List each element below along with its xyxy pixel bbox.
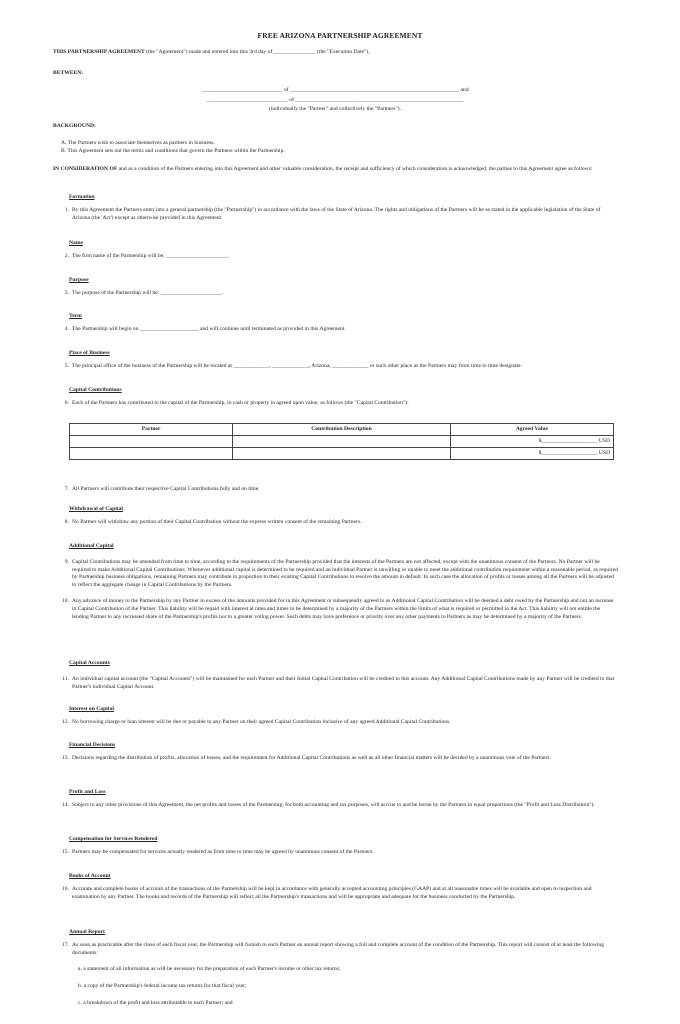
clause-number: 3. [64, 289, 69, 296]
clause-text: Accurate and complete books of account of the transactions of the Partnership will be kept in accordance with generally accepted accounting principles (GAAP) and at all reasonable times will be available and open to inspection and examination by any Partner. The books and records of the Partnership will reflect all the Partnership's transactions and will be appropriate and adequate for the business conducted by the Partnership. [72, 885, 592, 900]
clause [53, 207, 618, 223]
clause-text: Each of the Partners has contributed to the capital of the Partnership, in cash or property in agreed upon value, as follows (the "Capital Contribution"): [72, 399, 409, 406]
section-profit-and-loss [53, 789, 618, 810]
clause-text: No borrowing charge or loan interest will be due or payable to any Partner on their agreed Capital Contribution inclusive of any agreed Additional Capital Contributions. [72, 718, 451, 725]
clause-text: By this Agreement the Partners enter into a general partnership (the "Partnership") in accordance with the laws of the State of Arizona. The rights and obligations of the Partners will be as stated in the applicable legislation of the State of Arizona (the 'Act') except as otherwise provided in this Agreement. [72, 206, 601, 221]
section-heading: Place of Business [69, 350, 110, 356]
section-name [53, 240, 618, 261]
capital-contribution-table [69, 423, 614, 460]
section-capital-accounts [53, 660, 618, 691]
consideration-bold: IN CONSIDERATION OF [53, 166, 118, 172]
clause [53, 326, 618, 334]
background-list [61, 140, 621, 156]
clause [53, 755, 618, 763]
clause [53, 802, 618, 810]
clause-number: 13. [62, 754, 69, 761]
clause [53, 942, 618, 958]
clause-text: The firm name of the Partnership will be: ______________________. [72, 252, 230, 259]
consideration-paragraph [53, 166, 618, 174]
table-row [70, 436, 614, 448]
intro-bold: THIS PARTNERSHIP AGREEMENT [53, 49, 145, 55]
clause-text: Decisions regarding the distribution of profits, allocation of losses, and the requirement for Additional Capital Contributions as well as all other financial matters will be decided by a unanimous vote of the Partners. [72, 754, 551, 761]
background-heading: BACKGROUND: [53, 123, 96, 129]
section-purpose [53, 277, 618, 298]
section-heading: Financial Decisions [69, 742, 116, 748]
section-heading: Additional Capital [69, 543, 114, 549]
clause-text: Any advance of money to the Partnership by any Partner in excess of the amounts provided for in this Agreement or subsequently agreed to as Additional Capital Contribution will be deemed a debt owed by the Partnership and not an increase in Capital Contribution of the Partner. This liability will be repaid with interest at rates and times to be determined by a majority of the Partners within the limits of what is required or permitted in the Act. This liability will not entitle the lending Partner to any increased share of the Partnership's profits nor to a greater voting power. Such debts may have preference or priority over any other payments to Partners as may be determined by a majority of the Partners. [72, 598, 614, 620]
clause-number: 16. [62, 885, 69, 892]
section-additional-capital [53, 543, 618, 622]
background-item: A. The Partners wish to associate themselves as partners in business. [61, 140, 215, 146]
sub-item: c. a breakdown of the profit and loss attributable to each Partner; and [78, 1000, 233, 1007]
clause-number: 4. [64, 325, 69, 332]
section-heading: Purpose [69, 277, 89, 283]
section-formation [53, 194, 618, 222]
clause [53, 598, 618, 621]
clause [53, 486, 618, 494]
column-header: Partner [70, 424, 233, 436]
clause-text: The purpose of the Partnership will be: ______________________. [72, 289, 224, 296]
section-heading: Interest on Capital [69, 706, 114, 712]
clause [53, 363, 618, 371]
section-heading: Withdrawal of Capital [69, 506, 123, 512]
section-heading: Books of Account [69, 873, 111, 879]
section-heading: Annual Report [69, 929, 105, 935]
clause-number: 10. [62, 598, 69, 605]
document-title: FREE ARIZONA PARTNERSHIP AGREEMENT [257, 31, 423, 40]
section-financial-decisions [53, 742, 618, 763]
section-term [53, 313, 618, 334]
clause-text: Partners may be compensated for services actually rendered as from time to time may be agreed by unanimous consent of the Partners. [72, 848, 374, 855]
section-compensation [53, 836, 618, 857]
between-heading: BETWEEN: [53, 70, 84, 76]
clause-text: Capital Contributions may be amended from time to time, according to the requirements of the Partnership provided that the interests of the Partners are not affected, except with the unanimous consent of the Partners. No Partner will be required to make Additional Capital Contributions. Whenever additional capital is determined to be required and an individual Partner is unwilling or unable to meet the additional contribution requirement within a reasonable period, as required by Partnership business obligations, remaining Partners may contribute in proportion to their existing Capital Contributions to resolve the amount in default. In such case the allocation of profits or losses among all the Partners will be adjusted to reflect the aggregate change in Capital Contributions by the Partners. [72, 558, 618, 589]
section-interest-on-capital [53, 706, 618, 727]
clause-number: 11. [62, 675, 69, 682]
clause-number: 14. [62, 801, 69, 808]
table-cell: $____________________ USD [450, 436, 613, 448]
sub-item: a. a statement of all information as will be necessary for the preparation of each Partner's income or other tax returns; [78, 966, 341, 973]
clause-text: An individual capital account (the "Capital Accounts") will be maintained for each Partner and their Initial Capital Contribution will be credited to this account. Any Additional Capital Contributions made by any Partner will be credited to that Partner's individual Capital Account. [72, 675, 615, 690]
column-header: Contribution Description [233, 424, 451, 436]
table-cell [233, 448, 451, 460]
section-heading: Compensation for Services Rendered [69, 836, 158, 842]
intro-paragraph [53, 49, 633, 57]
section-heading: Capital Accounts [69, 660, 110, 666]
party-definition: (individually the "Partner" and collectively the "Partners"). [268, 106, 401, 112]
clause [53, 849, 618, 857]
clause-number: 8. [64, 518, 69, 525]
clause [53, 290, 618, 298]
party-line-1: _____________________________ of ____________________________________________________________, and [201, 87, 469, 93]
section-heading: Profit and Loss [69, 789, 106, 795]
section-annual-report [53, 929, 618, 1008]
clause-number: 9. [64, 558, 69, 565]
clause-number: 2. [64, 252, 69, 259]
clause-number: 5. [64, 362, 69, 369]
section-withdrawal-of-capital [53, 506, 618, 527]
table-cell: $____________________ USD [450, 448, 613, 460]
background-item: B. This Agreement sets out the terms and conditions that govern the Partners within the Partnership. [61, 147, 285, 154]
table-cell [70, 436, 233, 448]
clause-number: 15. [62, 848, 69, 855]
consideration-text: and as a condition of the Partners entering into this Agreement and other valuable consideration, the receipt and sufficiency of which consideration is acknowledged, the parties to this Agreement agree as follows: [117, 166, 593, 172]
section-heading: Formation [69, 194, 95, 200]
clause [53, 400, 618, 408]
section-books-of-account [53, 873, 618, 901]
clause-text: All Partners will contribute their respective Capital Contributions fully and on time. [72, 486, 260, 492]
table-row [70, 448, 614, 460]
clause-number: 6. [64, 399, 69, 406]
clause-text: As soon as practicable after the close of each fiscal year, the Partnership will furnish to each Partner an annual report showing a full and complete account of the condition of the Partnership. This report will consist of at least the following documents: [72, 941, 605, 956]
clause-number: 17. [62, 941, 69, 948]
clause [53, 253, 618, 261]
clause-text: The principal office of the business of the Partnership will be located at _____________, _____________, Arizona, _____________ or such other place as the Partners may from time to time designate. [72, 362, 522, 369]
clause-text: Subject to any other provisions of this Agreement, the net profits and losses of the Partnership, for both accounting and tax purposes, will accrue to and be borne by the Partners in equal proportions (the "Profit and Loss Distribution"). [72, 801, 595, 808]
clause [53, 676, 618, 692]
clause-text: No Partner will withdraw any portion of their Capital Contribution without the express written consent of the remaining Partners. [72, 518, 362, 525]
clause [53, 559, 618, 590]
section-heading: Name [69, 240, 83, 246]
sub-item: b. a copy of the Partnership's federal income tax returns for that fiscal year; [78, 983, 247, 990]
section-heading: Capital Contributions [69, 387, 122, 393]
clause-number: 12. [62, 718, 69, 725]
party-line-2: _____________________________ of ____________________________________________________________ [206, 97, 464, 103]
section-heading: Term [69, 313, 82, 319]
clause-number: 7. [64, 486, 69, 492]
clause [53, 886, 618, 902]
clause-text: The Partnership will begin on _____________________ and will continue until terminated as provided in this Agreement. [72, 325, 346, 332]
section-capital-contributions [53, 387, 618, 408]
clause [53, 519, 618, 527]
table-header-row [70, 424, 614, 436]
table-cell [233, 436, 451, 448]
column-header: Agreed Value [450, 424, 613, 436]
clause-number: 1. [64, 206, 69, 213]
table-cell [70, 448, 233, 460]
intro-text: (the "Agreement") made and entered into this 3rd day of _______________ (the "Execution Date"), [144, 49, 370, 55]
clause [53, 719, 618, 727]
section-clause-7 [53, 486, 618, 494]
section-place-of-business [53, 350, 618, 371]
